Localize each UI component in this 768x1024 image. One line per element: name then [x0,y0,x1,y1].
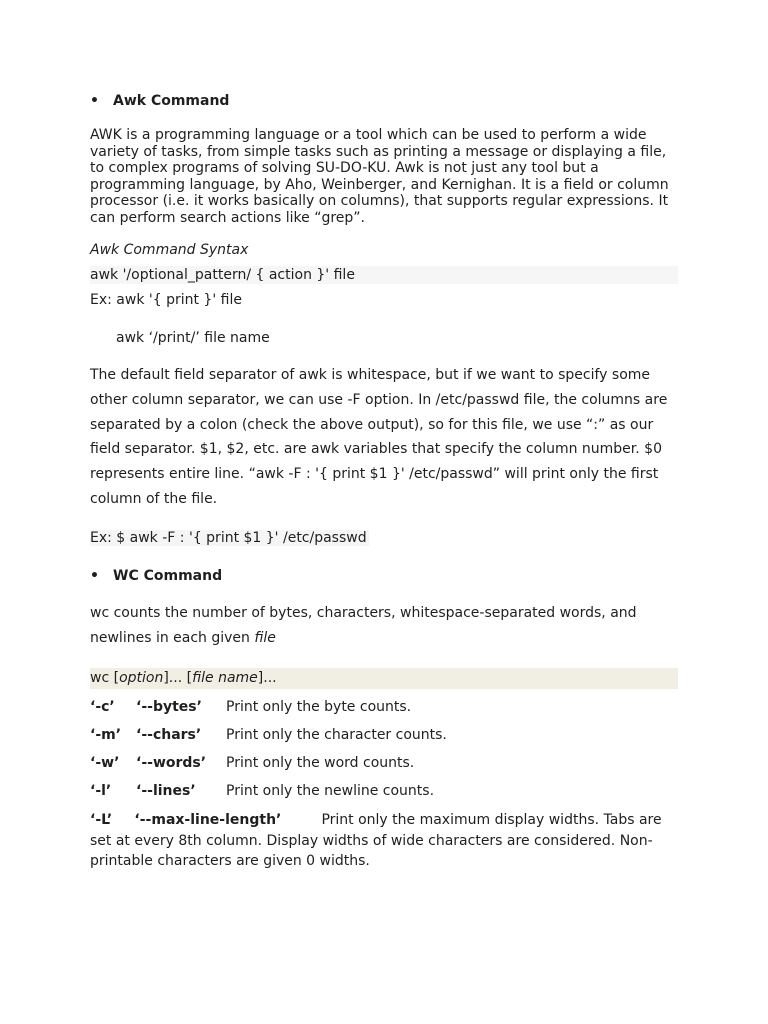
wc-syntax-option: option [119,670,164,686]
wc-intro-file: file [254,629,276,646]
wc-option-max-line-length [90,810,680,872]
option-long: ‘--words’ [136,755,207,771]
wc-syntax-suffix: ]... [257,670,277,686]
option-short: ‘-l’ [90,783,112,799]
awk-syntax-line: awk '/optional_pattern/ { action }' file [90,266,678,284]
wc-syntax-middle: ]... [ [163,670,193,686]
wc-syntax-prefix: wc [ [90,670,120,686]
option-long: ‘--bytes’ [136,699,202,715]
awk-intro-paragraph: AWK is a programming language or a tool which can be used to perform a wide variety of tasks, from simple tasks such as printing a message or displaying a file, to complex programs of solving SU-DO-KU. Awk is not just any tool but a programming language, by Aho, Weinberger, and Kernighan. It is a field or column processor (i.e. it works basically on columns), that supports regular expressions. It can perform search actions like “grep”. [90,127,669,226]
bullet-icon: • [90,93,99,109]
option-description: Print only the maximum display widths. Tabs are set at every 8th column. Display widths of wide characters are considered. Non-printable characters are given 0 widths. [90,812,662,869]
wc-syntax-line [90,668,678,689]
wc-heading-text: WC Command [113,568,223,584]
option-description: Print only the newline counts. [226,783,435,799]
awk-example-1: Ex: awk '{ print }' file [90,292,242,308]
option-description: Print only the character counts. [226,727,447,743]
wc-syntax-file-name: file name [192,670,258,686]
option-short: ‘-m’ [90,727,122,743]
awk-example-2: awk ‘/print/’ file name [116,330,270,346]
option-short: ‘-w’ [90,755,120,771]
option-long: ‘--chars’ [136,727,202,743]
awk-separator-paragraph: The default field separator of awk is whitespace, but if we want to specify some other column separator, we can use -F option. In /etc/passwd file, the columns are separated by a colon (check the above output), so for this file, we use “:” as our field separator. $1, $2, etc. are awk variables that specify the column number. $0 represents entire line. “awk -F : '{ print $1 }' /etc/passwd” will print only the first column of the file. [90,367,668,507]
option-long: ‘--max-line-length’ [134,812,282,828]
bullet-icon: • [90,568,99,584]
awk-example-3 [90,529,369,547]
awk-syntax-heading: Awk Command Syntax [90,242,249,258]
option-short: ‘-L’ [90,812,113,828]
wc-intro-paragraph [90,601,680,651]
option-description: Print only the byte counts. [226,699,412,715]
awk-example-3-text: Ex: $ awk -F : '{ print $1 }' /etc/passwd [90,530,367,546]
option-description: Print only the word counts. [226,755,415,771]
option-long: ‘--lines’ [136,783,196,799]
wc-intro-text: wc counts the number of bytes, characters, whitespace-separated words, and newlines in each given [90,605,637,646]
option-short: ‘-c’ [90,699,115,715]
awk-heading-text: Awk Command [113,93,230,109]
